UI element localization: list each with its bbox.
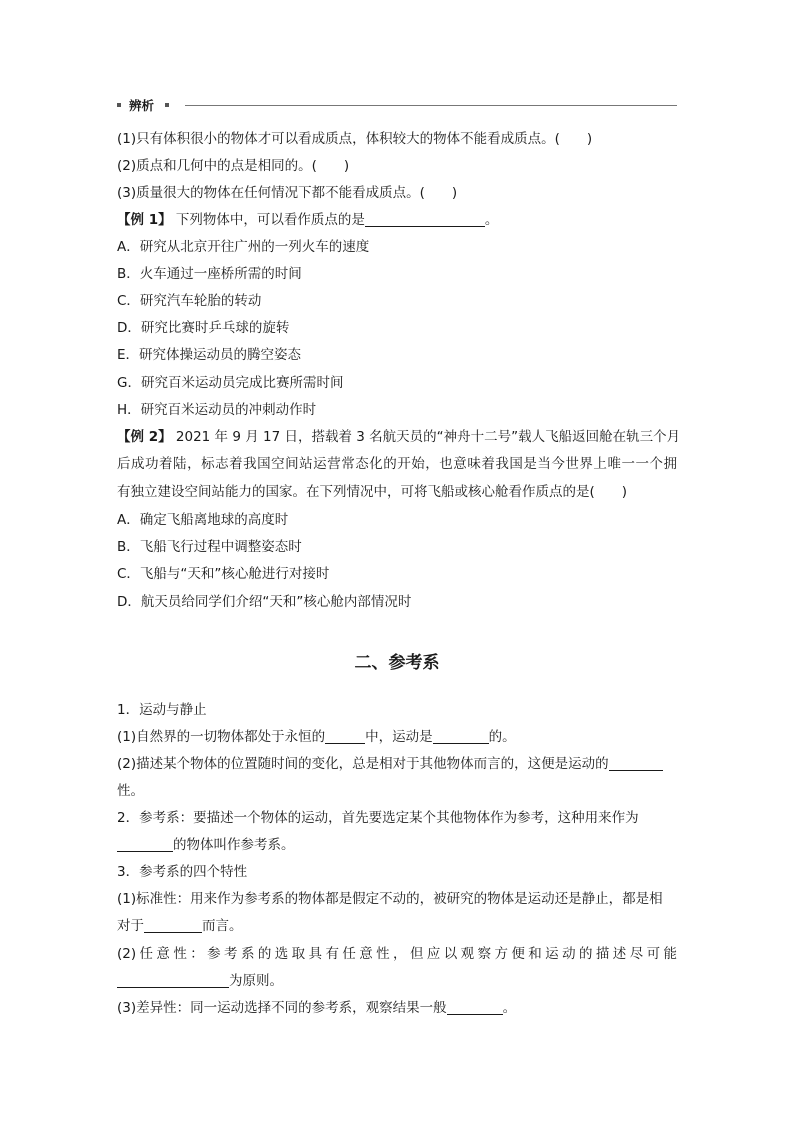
s1-p1-text-a: (1)自然界的一切物体都处于永恒的: [117, 729, 326, 745]
example-1-question: 下列物体中，可以看作质点的是: [175, 212, 365, 228]
judge-item-3: (3)质量很大的物体在任何情况下都不能看成质点。( ): [117, 185, 458, 201]
s2-line-1: 2．参考系：要描述一个物体的运动，首先要选定某个其他物体作为参考，这种用来作为: [117, 810, 639, 826]
s1-point-2: [117, 754, 663, 774]
example-2-option-d: D．航天员给同学们介绍“天和”核心舱内部情况时: [117, 594, 412, 610]
example-2-option-b: B．飞船飞行过程中调整姿态时: [117, 539, 302, 555]
example-2-text-1: 2021 年 9 月 17 日，搭载着 3 名航天员的“神舟十二号”载人飞船返回舱在轨三个月: [175, 429, 681, 445]
s3-point-3: [117, 998, 516, 1018]
s3-p1-text-c: 而言。: [202, 918, 243, 934]
example-1-option-h: H．研究百米运动员的冲刺动作时: [117, 402, 317, 418]
example-2-option-c: C．飞船与“天和”核心舱进行对接时: [117, 566, 330, 582]
answer-blank: [365, 212, 485, 227]
s3-p2-text-b: 为原则。: [229, 973, 283, 989]
s3-point-2-cont: [117, 971, 283, 991]
answer-blank: [433, 729, 489, 744]
judge-item-2: (2)质点和几何中的点是相同的。( ): [117, 158, 350, 174]
s1-p2-text-a: (2)描述某个物体的位置随时间的变化，总是相对于其他物体而言的，这便是运动的: [117, 756, 609, 772]
example-1-stem: [117, 210, 498, 230]
s2-text-b: 的物体叫作参考系。: [173, 837, 295, 853]
example-2-option-a: A．确定飞船离地球的高度时: [117, 512, 289, 528]
example-1-option-e: E．研究体操运动员的腾空姿态: [117, 347, 302, 363]
example-1-option-c: C．研究汽车轮胎的转动: [117, 293, 262, 309]
s3-p1-text-b: 对于: [117, 918, 144, 934]
s1-p1-text-b: 中，运动是: [365, 729, 433, 745]
example-1-option-g: G．研究百米运动员完成比赛所需时间: [117, 375, 344, 391]
answer-blank: [447, 1000, 503, 1015]
s3-point-1: (1)标准性：用来作为参考系的物体都是假定不动的，被研究的物体是运动还是静止，都是相: [117, 891, 663, 907]
section-title: 二、参考系: [354, 653, 440, 673]
s1-point-2-cont: 性。: [117, 783, 144, 799]
answer-blank: [117, 973, 229, 988]
example-1-option-b: B．火车通过一座桥所需的时间: [117, 266, 302, 282]
bianxi-label: 辨析: [129, 98, 155, 113]
example-2-line-3: 有独立建设空间站能力的国家。在下列情况中，可将飞船或核心舱看作质点的是( ): [117, 484, 628, 500]
s1-point-1: [117, 727, 516, 747]
answer-blank: [325, 729, 365, 744]
example-2-line-2: 后成功着陆，标志着我国空间站运营常态化的开始，也意味着我国是当今世界上唯一一个拥: [117, 456, 677, 472]
judge-item-1: (1)只有体积很小的物体才可以看成质点，体积较大的物体不能看成质点。( ): [117, 131, 593, 147]
s1-heading: 1．运动与静止: [117, 702, 207, 718]
answer-blank: [144, 918, 202, 933]
s2-line-2: [117, 835, 295, 855]
example-1-tag: 【例 1】: [117, 212, 172, 228]
s3-point-2: (2)任意性：参考系的选取具有任意性，但应以观察方便和运动的描述尽可能: [117, 946, 677, 962]
header-rule: [185, 105, 677, 106]
square-bullet-icon: [165, 103, 169, 107]
s1-p1-text-c: 的。: [488, 729, 516, 745]
example-2-tag: 【例 2】: [117, 429, 172, 445]
example-1-option-d: D．研究比赛时乒乓球的旋转: [117, 320, 290, 336]
example-2-line-1: [117, 427, 680, 447]
s3-heading: 3．参考系的四个特性: [117, 864, 248, 880]
s3-p3-text-a: (3)差异性：同一运动选择不同的参考系，观察结果一般: [117, 1000, 447, 1016]
example-1-end: 。: [484, 212, 499, 228]
example-1-option-a: A．研究从北京开往广州的一列火车的速度: [117, 239, 370, 255]
bianxi-header: [117, 97, 677, 115]
s3-point-1-cont: [117, 916, 243, 936]
square-bullet-icon: [117, 103, 121, 107]
s3-p3-text-b: 。: [502, 1000, 517, 1016]
answer-blank: [117, 837, 173, 852]
answer-blank: [609, 756, 663, 771]
